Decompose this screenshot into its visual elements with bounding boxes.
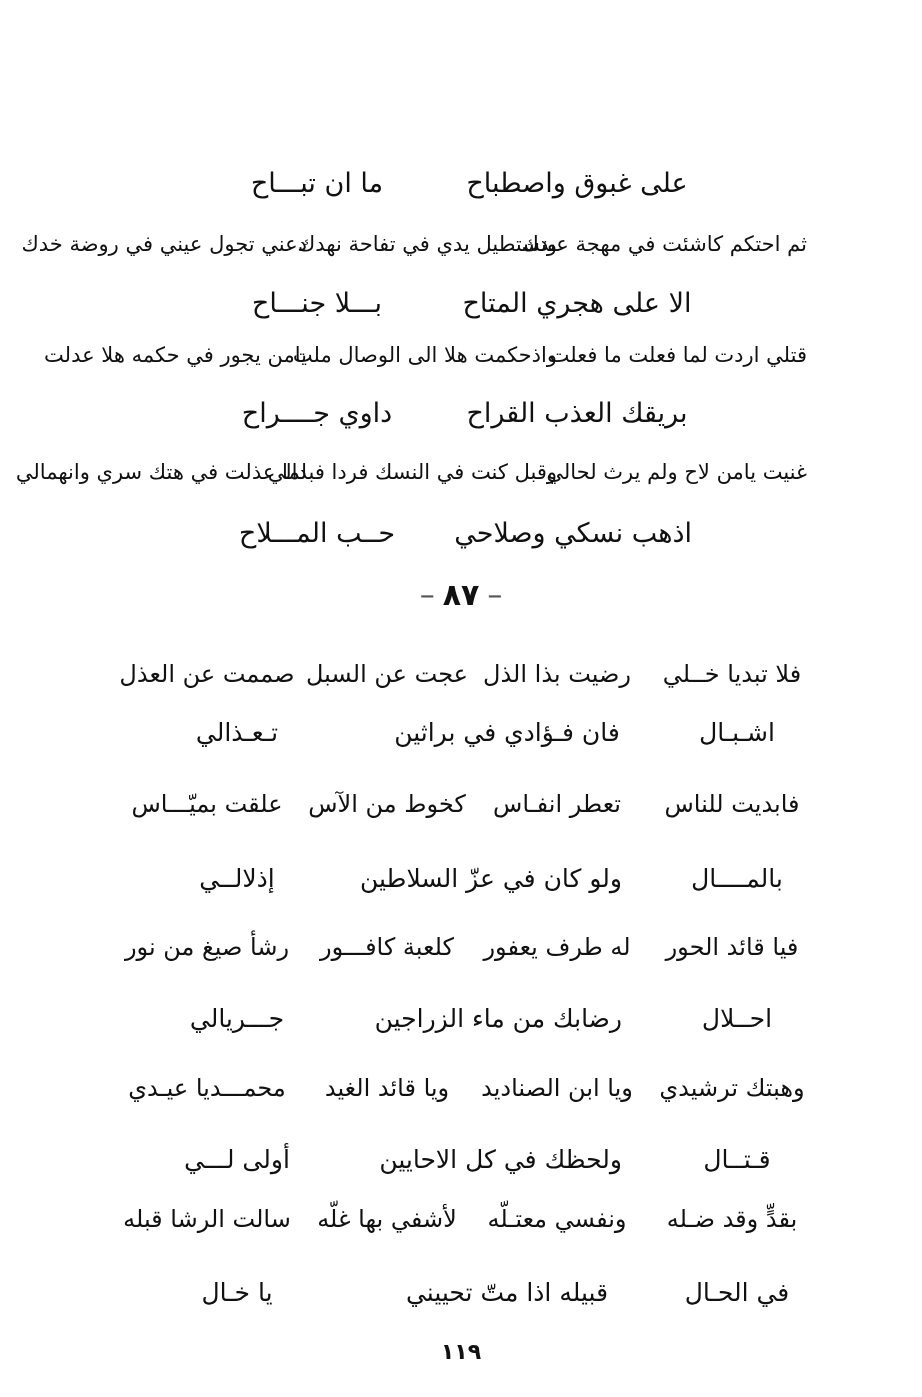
poem-segment: قبيله اذا متّ تحييني bbox=[405, 1278, 609, 1307]
poem-segment: رضيت بذا الذل bbox=[483, 660, 631, 688]
stanza-segment: لما عذلت في هتك سري وانهمالي bbox=[15, 460, 307, 484]
poem-segment: تـعـذالي bbox=[195, 718, 279, 747]
stanza-segment: ثم احتكم كاشئت في مهجة عبدك bbox=[521, 232, 807, 256]
dash-ornament: – bbox=[487, 578, 503, 613]
poem-segment: محمـــديا عيـدي bbox=[128, 1074, 286, 1102]
poem-segment: ولو كان في عزّ السلاطين bbox=[359, 864, 622, 893]
section-number: ٨٧ bbox=[442, 578, 480, 613]
refrain-right-half: حــب المـــلاح bbox=[238, 518, 396, 549]
poem-segment: صممت عن العذل bbox=[119, 660, 295, 688]
poem-segment: بالمــــال bbox=[691, 864, 783, 893]
poem-segment: قـتــال bbox=[703, 1145, 771, 1174]
stanza-segment: واذحكمت هلا الى الوصال ملت bbox=[292, 343, 557, 367]
poem-segment: ونفسي معتـلّه bbox=[487, 1205, 627, 1233]
refrain-right-half: بـــلا جنـــاح bbox=[251, 288, 383, 319]
refrain-right-half: ما ان تبـــاح bbox=[250, 168, 384, 199]
poem-segment: عجت عن السبل bbox=[305, 660, 469, 688]
refrain-right-half: داوي جــــراح bbox=[241, 398, 393, 429]
poem-segment: فيا قائد الحور bbox=[665, 933, 799, 961]
poem-segment: رشأ صيغ من نور bbox=[124, 933, 290, 961]
poem-segment: سالت الرشا قبله bbox=[123, 1205, 291, 1233]
page-number: ١١٩ bbox=[440, 1340, 482, 1365]
poem-segment: له طرف يعفور bbox=[483, 933, 631, 961]
refrain-left-half: اذهب نسكي وصلاحي bbox=[454, 518, 692, 549]
poem-segment: اشـبـال bbox=[699, 718, 775, 747]
poem-segment: في الحـال bbox=[684, 1278, 790, 1307]
poem-segment: كلعبة كافـــور bbox=[320, 933, 454, 961]
refrain-left-half: على غبوق واصطباح bbox=[466, 168, 688, 199]
stanza-segment: دعني تجول عيني في روضة خدك bbox=[21, 232, 307, 256]
poem-segment: فلا تبديا خــلي bbox=[662, 660, 802, 688]
poem-segment: أولى لـــي bbox=[184, 1145, 290, 1174]
poem-segment: تعطر انفـاس bbox=[493, 790, 621, 818]
poem-segment: يا خـال bbox=[201, 1278, 273, 1307]
stanza-segment: وتستطيل يدي في تفاحة نهدك bbox=[297, 232, 557, 256]
poem-segment: رضابك من ماء الزراجين bbox=[374, 1004, 622, 1033]
stanza-segment: غنيت يامن لاح ولم يرث لحالي bbox=[546, 460, 807, 484]
poem-segment: فابديت للناس bbox=[664, 790, 800, 818]
refrain-left-half: بريقك العذب القراح bbox=[466, 398, 688, 429]
poem-segment: علقت بميّـــاس bbox=[131, 790, 283, 818]
stanza-segment: قتلي اردت لما فعلت ما فعلت bbox=[549, 343, 807, 367]
poem-segment: احــلال bbox=[701, 1004, 773, 1033]
section-heading bbox=[0, 578, 922, 613]
poem-segment: فان فـؤادي في براثين bbox=[394, 718, 620, 747]
poem-segment: لأشفي بها غلّه bbox=[317, 1205, 457, 1233]
poem-segment: إذلالــي bbox=[199, 864, 275, 893]
poem-segment: ويا ابن الصناديد bbox=[481, 1074, 633, 1102]
poem-segment: كخوط من الآس bbox=[308, 790, 466, 818]
poem-segment: ولحظك في كل الاحايين bbox=[379, 1145, 622, 1174]
stanza-segment: وقبل كنت في النسك فردا فبدالي bbox=[267, 460, 557, 484]
stanza-segment: يامن يجور في حكمه هلا عدلت bbox=[44, 343, 307, 367]
refrain-left-half: الا على هجري المتاح bbox=[462, 288, 692, 319]
poem-segment: ويا قائد الغيد bbox=[324, 1074, 450, 1102]
dash-ornament: – bbox=[419, 578, 435, 613]
poem-segment: جـــريالي bbox=[189, 1004, 285, 1033]
poem-segment: بقدٍّ وقد ضـله bbox=[666, 1205, 798, 1233]
poem-segment: وهبتك ترشيدي bbox=[659, 1074, 805, 1102]
